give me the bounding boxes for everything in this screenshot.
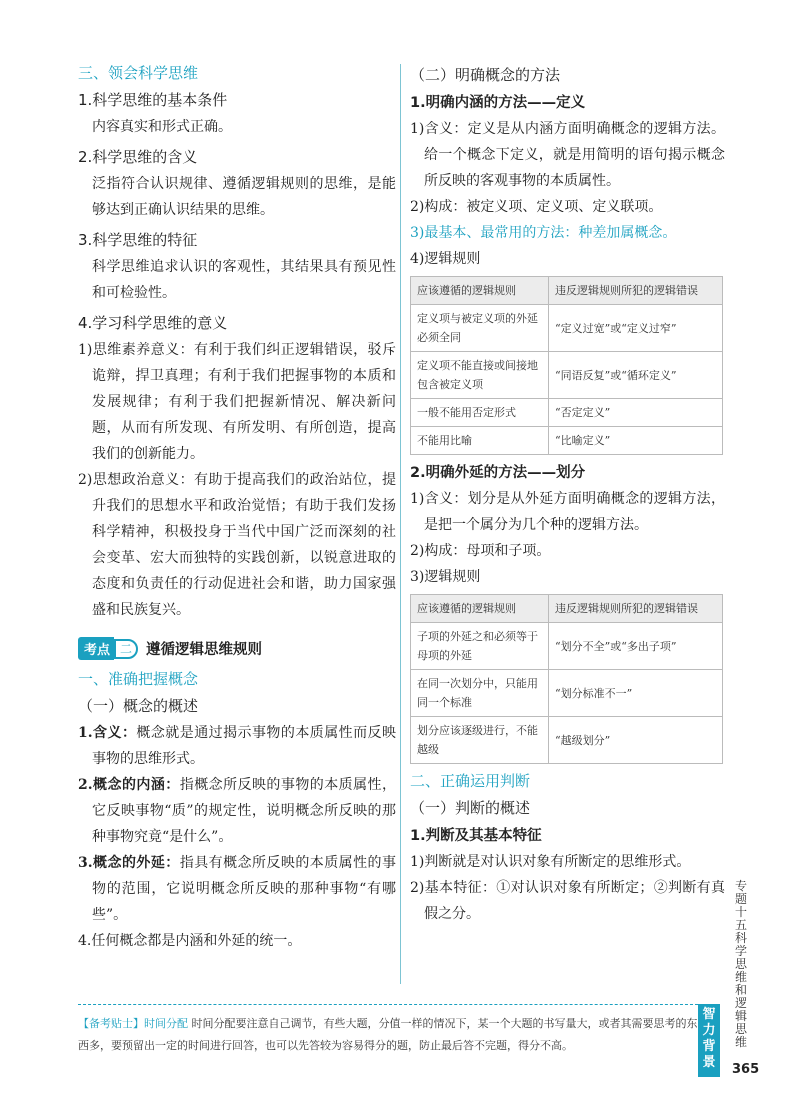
chapter-side-tab: 专题十五 科学思维和逻辑思维 (734, 879, 747, 1049)
table-row (411, 717, 723, 764)
left-column (78, 58, 396, 954)
column-divider (400, 64, 401, 984)
significance-p1: 1)思维素养意义：有利于我们纠正逻辑错误，驳斥诡辩，捍卫真理；有利于我们把握事物的本质和发展规律；有利于我们把握新情况、解决新问题，从而有所发现、有所发明、有所创造，提高我们的创新能力。 (78, 342, 396, 462)
concept-item-3 (78, 850, 396, 928)
significance-title: 4.学习科学思维的意义 (78, 314, 228, 332)
table-header: 违反逻辑规则所犯的逻辑错误 (549, 595, 723, 623)
meaning-text: 泛指符合认识规律、遵循逻辑规则的思维，是能够达到正确认识结果的思维。 (92, 176, 396, 218)
cond-title: 1.科学思维的基本条件 (78, 91, 228, 109)
footer-label: 【备考贴士】时间分配 (78, 1017, 188, 1030)
def-p4: 4)逻辑规则 (410, 251, 481, 267)
definition-rules-table (410, 276, 723, 455)
section-heading-1: 一、准确把握概念 (78, 670, 199, 688)
table-header: 违反逻辑规则所犯的逻辑错误 (549, 277, 723, 305)
def-title: 1.明确内涵的方法——定义 (410, 95, 586, 111)
cond-text: 内容真实和形式正确。 (92, 119, 232, 135)
table-cell: “定义过宽”或“定义过窄” (549, 305, 723, 352)
badge-tag: 考点 (78, 637, 114, 660)
exam-tip-footer (78, 1004, 698, 1057)
judg-title: 1.判断及其基本特征 (410, 828, 542, 844)
table-cell: “划分标准不一” (549, 670, 723, 717)
table-row (411, 399, 723, 427)
footer-text: 时间分配要注意自己调节，有些大题，分值一样的情况下，某一个大题的书写量大，或者其需要思考的东西多，要预留出一定的时间进行回答，也可以先答较为容易得分的题，防止最后答不完题，得分不高。 (78, 1017, 698, 1052)
table-row (411, 427, 723, 455)
table-row (411, 305, 723, 352)
page-number: 365 (732, 1062, 760, 1077)
feature-title: 3.科学思维的特征 (78, 231, 198, 249)
item-text: 指概念所反映的事物的本质属性，它反映事物“质”的规定性，说明概念所反映的那种事物究竟“是什么”。 (92, 777, 396, 845)
table-cell: 划分应该逐级进行，不能越级 (411, 717, 549, 764)
judg-p2: 2)基本特征：①对认识对象有所断定；②判断有真假之分。 (410, 880, 725, 922)
table-cell: “同语反复”或“循环定义” (549, 352, 723, 399)
table-cell: “比喻定义” (549, 427, 723, 455)
div-p2: 2)构成：母项和子项。 (410, 543, 551, 559)
table-cell: 一般不能用否定形式 (411, 399, 549, 427)
table-cell: 不能用比喻 (411, 427, 549, 455)
sub-heading-3: （一）判断的概述 (410, 799, 531, 817)
table-header: 应该遵循的逻辑规则 (411, 595, 549, 623)
side-label-box: 智力背景 (698, 1004, 720, 1077)
judg-p1: 1)判断就是对认识对象有所断定的思维形式。 (410, 854, 691, 870)
table-cell: “越级划分” (549, 717, 723, 764)
div-p3: 3)逻辑规则 (410, 569, 481, 585)
table-cell: “划分不全”或“多出子项” (549, 623, 723, 670)
significance-p2: 2)思想政治意义：有助于提高我们的政治站位，提升我们的思想水平和政治觉悟；有助于我们发扬科学精神，积极投身于当代中国广泛而深刻的社会变革、宏大而独特的实践创新，以锐意进取的态度和负责任的行动促进社会和谐，助力国家强盛和民族复兴。 (78, 472, 396, 618)
table-header-row (411, 595, 723, 623)
def-p3: 3)最基本、最常用的方法：种差加属概念。 (410, 225, 677, 241)
table-cell: 定义项与被定义项的外延必须全同 (411, 305, 549, 352)
def-p2: 2)构成：被定义项、定义项、定义联项。 (410, 199, 663, 215)
badge-title: 遵循逻辑思维规则 (146, 642, 263, 658)
table-row (411, 623, 723, 670)
item-text: 4.任何概念都是内涵和外延的统一。 (78, 933, 302, 949)
badge-num: 二 (114, 639, 138, 659)
table-header: 应该遵循的逻辑规则 (411, 277, 549, 305)
feature-text: 科学思维追求认识的客观性，其结果具有预见性和可检验性。 (92, 259, 396, 301)
table-cell: 定义项不能直接或间接地包含被定义项 (411, 352, 549, 399)
table-header-row (411, 277, 723, 305)
table-row (411, 352, 723, 399)
concept-item-1 (78, 720, 396, 772)
item-label: 1.含义： (78, 725, 137, 741)
right-column (410, 58, 725, 927)
table-cell: 在同一次划分中，只能用同一个标准 (411, 670, 549, 717)
div-p1: 1)含义：划分是从外延方面明确概念的逻辑方法，是把一个属分为几个种的逻辑方法。 (410, 491, 725, 533)
table-row (411, 670, 723, 717)
concept-item-4 (78, 928, 396, 954)
concept-item-2 (78, 772, 396, 850)
item-text: 概念就是通过揭示事物的本质属性而反映事物的思维形式。 (92, 725, 396, 767)
table-cell: 子项的外延之和必须等于母项的外延 (411, 623, 549, 670)
item-label: 3.概念的外延： (78, 855, 180, 871)
division-rules-table (410, 594, 723, 764)
sub-heading-2: （二）明确概念的方法 (410, 66, 561, 84)
sub-heading-1: （一）概念的概述 (78, 697, 199, 715)
def-p1: 1)含义：定义是从内涵方面明确概念的逻辑方法。给一个概念下定义，就是用简明的语句揭示概念所反映的客观事物的本质属性。 (410, 121, 725, 189)
section-heading-2: 二、正确运用判断 (410, 772, 531, 790)
exam-point-badge (78, 637, 396, 660)
item-label: 2.概念的内涵： (78, 777, 180, 793)
item-text: 指具有概念所反映的本质属性的事物的范围，它说明概念所反映的那种事物“有哪些”。 (92, 855, 396, 923)
section-heading-3: 三、领会科学思维 (78, 64, 199, 82)
meaning-title: 2.科学思维的含义 (78, 148, 198, 166)
div-title: 2.明确外延的方法——划分 (410, 465, 586, 481)
table-cell: “否定定义” (549, 399, 723, 427)
